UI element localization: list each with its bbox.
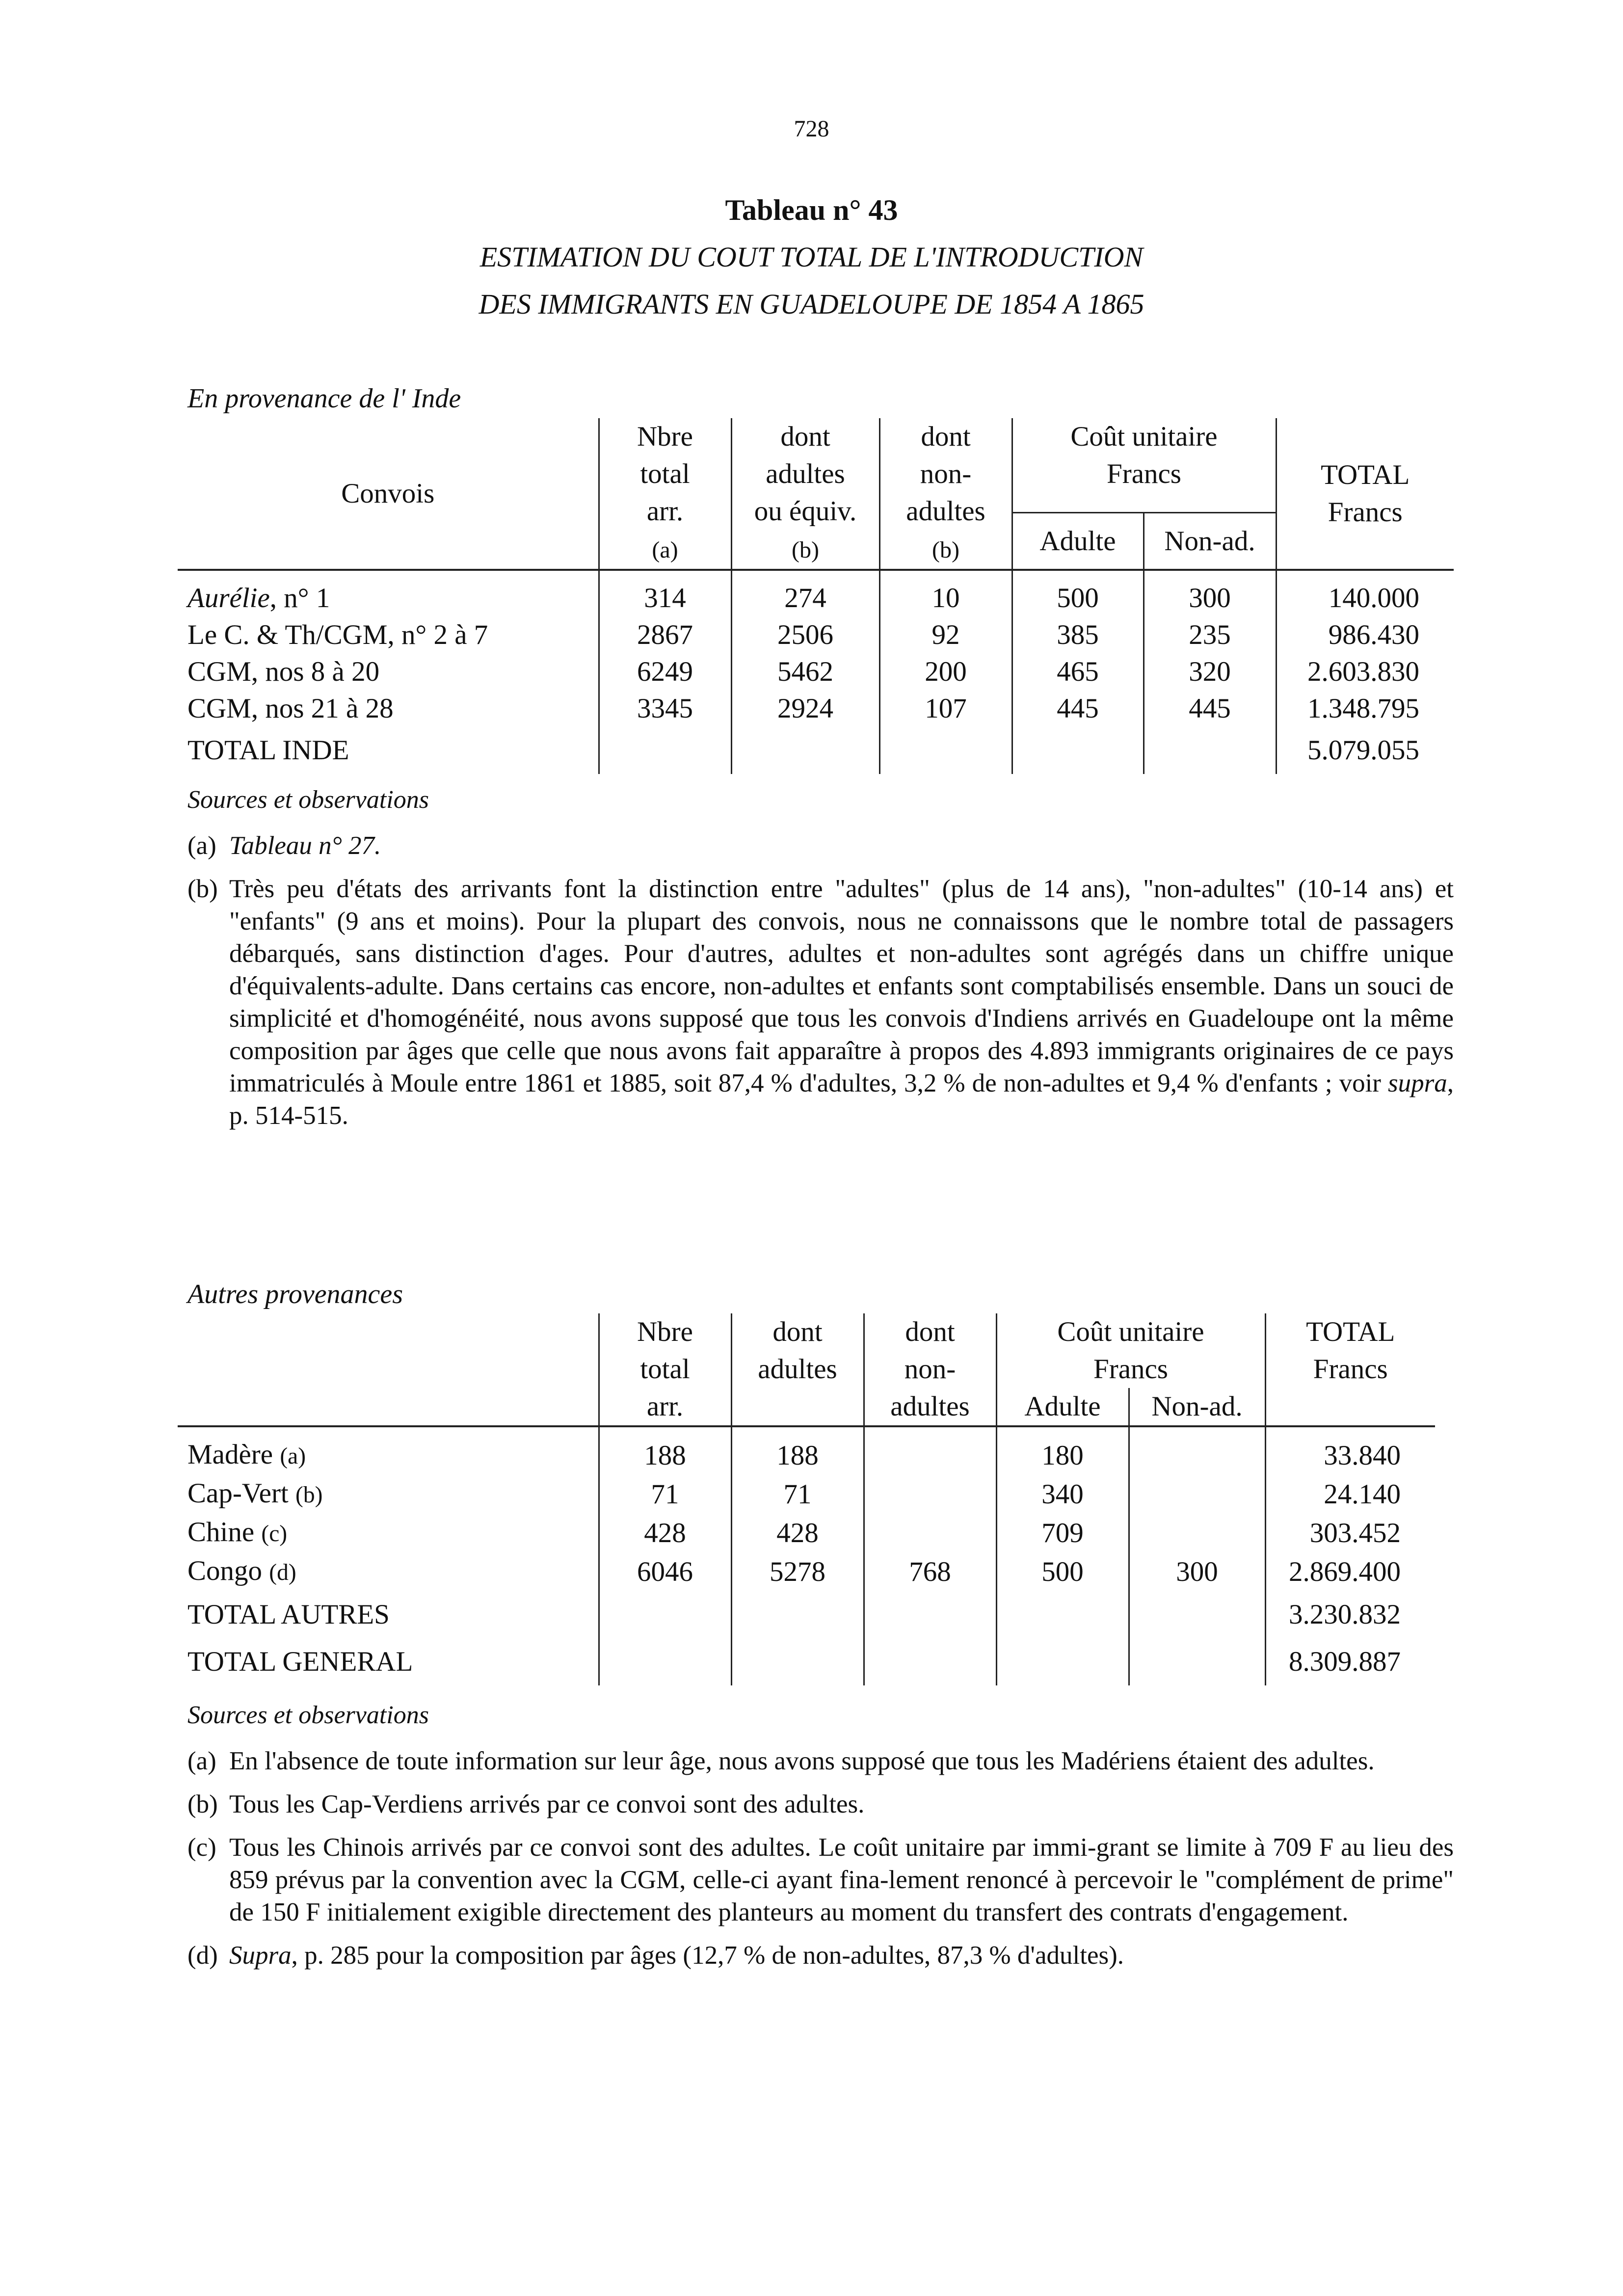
note-text-supra: supra bbox=[1387, 1069, 1447, 1097]
total-inde-value: 5.079.055 bbox=[1276, 727, 1454, 774]
cell-cout-non-ad bbox=[1129, 1475, 1265, 1514]
header-adultes-l1: dont bbox=[780, 421, 830, 452]
cell-nbre: 2867 bbox=[599, 616, 731, 653]
note-mark: (d) bbox=[187, 1941, 218, 1970]
title-block bbox=[0, 187, 1623, 328]
header-non-ad: Non-ad. bbox=[1144, 513, 1276, 570]
table-row bbox=[178, 1475, 1435, 1514]
page-number: 728 bbox=[794, 116, 829, 142]
notes-inde bbox=[187, 829, 1454, 1143]
row-name-mark: (c) bbox=[261, 1521, 288, 1547]
header-total-l1: TOTAL bbox=[1306, 1316, 1395, 1347]
cell-non-adultes: 200 bbox=[879, 653, 1012, 690]
header-adultes-l3: ou équiv. bbox=[754, 496, 857, 527]
total-autres-value: 3.230.832 bbox=[1265, 1591, 1435, 1638]
header-adultes bbox=[731, 418, 879, 570]
note-mark: (a) bbox=[187, 831, 216, 860]
cell-non-adultes bbox=[864, 1475, 996, 1514]
header-nbre-l4: (a) bbox=[652, 537, 678, 563]
header-total bbox=[1265, 1313, 1435, 1426]
note-text-end: , p. 514-515. bbox=[229, 1069, 1454, 1130]
header-cout bbox=[996, 1313, 1265, 1388]
cell-adultes: 5278 bbox=[731, 1552, 864, 1591]
note-text: Très peu d'états des arrivants font la distinction entre "adultes" (plus de 14 ans), "non-adultes" (10-14 ans) et "enfants" (9 ans et moins). Pour la plupart des convois, nous ne connaissons que le nombre total de passagers débarqués, sans distinction d'ages. Pour d'autres, adultes et non-adultes sont agrégés dans un chiffre unique d'équivalents-adulte. Dans certains cas encore, non-adultes et enfants sont comptabilisés ensemble. Dans un souci de simplicité et d'homogénéité, nous avons supposé que tous les convois d'Indiens arrivés en Guadeloupe ont la même composition par âges que celle que nous avons fait apparaître à propos des 4.893 immigrants originaires de ce pays immatriculés à Moule entre 1861 et 1885, soit 87,4 % d'adultes, 3,2 % de non-adultes et 9,4 % d'enfants ; voir bbox=[229, 875, 1454, 1097]
cell-cout-adulte: 500 bbox=[996, 1552, 1129, 1591]
note-text: Tous les Cap-Verdiens arrivés par ce convoi sont des adultes. bbox=[229, 1790, 865, 1818]
header-nbre bbox=[599, 418, 731, 570]
cell-adultes: 188 bbox=[731, 1426, 864, 1475]
header-nbre-l2: total bbox=[640, 458, 690, 489]
row-name-text: Chine bbox=[187, 1517, 255, 1548]
row-convoi-name-ital: Aurélie bbox=[187, 583, 270, 614]
section-label-inde: En provenance de l' Inde bbox=[187, 383, 461, 414]
cell-adultes: 5462 bbox=[731, 653, 879, 690]
cell-total: 986.430 bbox=[1276, 616, 1454, 653]
header-adultes-l4: (b) bbox=[792, 537, 819, 563]
cell-total: 33.840 bbox=[1265, 1426, 1435, 1475]
table-row bbox=[178, 1426, 1435, 1475]
cell-adultes: 71 bbox=[731, 1475, 864, 1514]
row-provenance-name bbox=[178, 1426, 599, 1475]
note-text: En l'absence de toute information sur leur âge, nous avons supposé que tous les Madériens étaient des adultes. bbox=[229, 1747, 1375, 1775]
cell-total: 140.000 bbox=[1276, 570, 1454, 616]
cell-cout-non-ad: 300 bbox=[1144, 570, 1276, 616]
sources-label-inde: Sources et observations bbox=[187, 786, 429, 814]
header-non-ad: Non-ad. bbox=[1129, 1388, 1265, 1426]
header-non-adultes-l2: non- bbox=[920, 458, 972, 489]
cell-cout-non-ad: 300 bbox=[1129, 1552, 1265, 1591]
header-total bbox=[1276, 418, 1454, 570]
note-c bbox=[187, 1831, 1454, 1928]
row-name-mark: (a) bbox=[280, 1443, 306, 1469]
header-non-adultes-l1: dont bbox=[921, 421, 971, 452]
row-convoi-name-rest: , n° 1 bbox=[269, 583, 330, 614]
cell-nbre: 71 bbox=[599, 1475, 731, 1514]
note-mark: (c) bbox=[187, 1833, 216, 1862]
row-provenance-name bbox=[178, 1514, 599, 1552]
row-name-text: Congo bbox=[187, 1555, 263, 1586]
row-provenance-name bbox=[178, 1475, 599, 1514]
section-label-autres: Autres provenances bbox=[187, 1279, 403, 1309]
total-row-inde bbox=[178, 727, 1454, 774]
cell-cout-adulte: 445 bbox=[1012, 690, 1144, 727]
header-row bbox=[178, 418, 1454, 513]
cell-adultes: 2506 bbox=[731, 616, 879, 653]
row-convoi-name bbox=[178, 570, 599, 616]
header-non-adultes-l2: non- bbox=[904, 1354, 956, 1385]
header-nbre bbox=[599, 1313, 731, 1426]
cell-adultes: 2924 bbox=[731, 690, 879, 727]
table-row bbox=[178, 570, 1454, 616]
header-adulte: Adulte bbox=[996, 1388, 1129, 1426]
table-subtitle-line1: ESTIMATION DU COUT TOTAL DE L'INTRODUCTION bbox=[479, 241, 1144, 273]
note-a bbox=[187, 829, 1454, 862]
header-cout-l1: Coût unitaire bbox=[1057, 1316, 1204, 1347]
cell-nbre: 314 bbox=[599, 570, 731, 616]
cell-cout-non-ad: 235 bbox=[1144, 616, 1276, 653]
header-nbre-l1: Nbre bbox=[637, 1316, 693, 1347]
total-autres-label: TOTAL AUTRES bbox=[187, 1599, 390, 1630]
header-convois: Convois bbox=[178, 418, 599, 570]
header-nbre-l3: arr. bbox=[646, 1391, 684, 1422]
row-name-mark: (b) bbox=[295, 1482, 323, 1508]
cell-cout-adulte: 180 bbox=[996, 1426, 1129, 1475]
table-row bbox=[178, 1552, 1435, 1591]
row-convoi-name: CGM, nos 8 à 20 bbox=[187, 656, 380, 687]
cell-non-adultes bbox=[864, 1426, 996, 1475]
note-text: Tableau n° 27. bbox=[229, 831, 381, 860]
cell-nbre: 6249 bbox=[599, 653, 731, 690]
header-cout-l2: Francs bbox=[1107, 458, 1181, 489]
cell-nbre: 3345 bbox=[599, 690, 731, 727]
cell-cout-non-ad bbox=[1129, 1426, 1265, 1475]
header-adultes-l2: adultes bbox=[758, 1354, 837, 1385]
row-convoi-name: CGM, nos 21 à 28 bbox=[187, 693, 394, 724]
cell-cout-adulte: 465 bbox=[1012, 653, 1144, 690]
header-non-adultes-l3: adultes bbox=[906, 496, 985, 527]
header-total-l2: Francs bbox=[1313, 1354, 1388, 1385]
total-general-value: 8.309.887 bbox=[1265, 1638, 1435, 1685]
table-row bbox=[178, 690, 1454, 727]
header-non-adultes bbox=[864, 1313, 996, 1426]
header-nbre-l3: arr. bbox=[646, 496, 684, 527]
header-cout bbox=[1012, 418, 1276, 513]
row-convoi-name: Le C. & Th/CGM, n° 2 à 7 bbox=[187, 619, 488, 650]
note-text-supra: Supra bbox=[229, 1941, 292, 1970]
header-cout-l1: Coût unitaire bbox=[1070, 421, 1218, 452]
cell-total: 1.348.795 bbox=[1276, 690, 1454, 727]
table-autres bbox=[178, 1313, 1435, 1685]
header-adultes bbox=[731, 1313, 864, 1426]
notes-autres bbox=[187, 1745, 1454, 1982]
header-adulte: Adulte bbox=[1012, 513, 1144, 570]
header-total-l2: Francs bbox=[1328, 496, 1403, 528]
cell-non-adultes: 107 bbox=[879, 690, 1012, 727]
cell-non-adultes bbox=[864, 1514, 996, 1552]
note-mark: (b) bbox=[187, 875, 218, 903]
note-text: Tous les Chinois arrivés par ce convoi sont des adultes. Le coût unitaire par immi-grant se limite à 709 F au lieu des 859 prévus par la convention avec la CGM, celle-ci ayant fina-lement renoncé à percevoir le "complément de prime" de 150 F initialement exigible directement des planteurs au moment du transfert des contrats d'engagement. bbox=[229, 1833, 1454, 1926]
note-d bbox=[187, 1939, 1454, 1972]
sources-label-autres: Sources et observations bbox=[187, 1701, 429, 1729]
total-general-label: TOTAL GENERAL bbox=[187, 1646, 413, 1677]
row-provenance-name bbox=[178, 1552, 599, 1591]
cell-cout-adulte: 709 bbox=[996, 1514, 1129, 1552]
table-row bbox=[178, 1514, 1435, 1552]
header-adultes-l1: dont bbox=[772, 1316, 823, 1347]
header-nbre-l2: total bbox=[640, 1354, 690, 1385]
total-row-general bbox=[178, 1638, 1435, 1685]
note-a bbox=[187, 1745, 1454, 1777]
cell-total: 2.869.400 bbox=[1265, 1552, 1435, 1591]
cell-total: 24.140 bbox=[1265, 1475, 1435, 1514]
note-b bbox=[187, 1788, 1454, 1820]
cell-nbre: 428 bbox=[599, 1514, 731, 1552]
table-title: Tableau n° 43 bbox=[725, 194, 898, 226]
table-subtitle-line2: DES IMMIGRANTS EN GUADELOUPE DE 1854 A 1865 bbox=[479, 288, 1144, 320]
cell-nbre: 6046 bbox=[599, 1552, 731, 1591]
header-non-adultes-l4: (b) bbox=[932, 537, 959, 563]
cell-total: 2.603.830 bbox=[1276, 653, 1454, 690]
cell-adultes: 428 bbox=[731, 1514, 864, 1552]
table-row bbox=[178, 653, 1454, 690]
header-non-adultes bbox=[879, 418, 1012, 570]
cell-cout-adulte: 340 bbox=[996, 1475, 1129, 1514]
header-non-adultes-l3: adultes bbox=[890, 1391, 970, 1422]
cell-total: 303.452 bbox=[1265, 1514, 1435, 1552]
row-name-text: Madère bbox=[187, 1439, 273, 1470]
cell-cout-non-ad: 445 bbox=[1144, 690, 1276, 727]
header-nbre-l1: Nbre bbox=[637, 421, 693, 452]
header-non-adultes-l1: dont bbox=[905, 1316, 955, 1347]
total-inde-label: TOTAL INDE bbox=[187, 735, 349, 766]
cell-non-adultes: 92 bbox=[879, 616, 1012, 653]
cell-nbre: 188 bbox=[599, 1426, 731, 1475]
cell-adultes: 274 bbox=[731, 570, 879, 616]
row-name-mark: (d) bbox=[269, 1560, 296, 1585]
note-text: , p. 285 pour la composition par âges (12,7 % de non-adultes, 87,3 % d'adultes). bbox=[291, 1941, 1124, 1970]
row-name-text: Cap-Vert bbox=[187, 1478, 289, 1509]
note-mark: (b) bbox=[187, 1790, 218, 1818]
note-b bbox=[187, 873, 1454, 1132]
note-mark: (a) bbox=[187, 1747, 216, 1775]
cell-non-adultes: 10 bbox=[879, 570, 1012, 616]
cell-cout-adulte: 500 bbox=[1012, 570, 1144, 616]
cell-non-adultes: 768 bbox=[864, 1552, 996, 1591]
cell-cout-non-ad: 320 bbox=[1144, 653, 1276, 690]
cell-cout-adulte: 385 bbox=[1012, 616, 1144, 653]
header-cout-l2: Francs bbox=[1093, 1354, 1168, 1385]
header-adultes-l2: adultes bbox=[766, 458, 845, 489]
cell-cout-non-ad bbox=[1129, 1514, 1265, 1552]
table-row bbox=[178, 616, 1454, 653]
table-inde bbox=[178, 418, 1454, 774]
total-row-autres bbox=[178, 1591, 1435, 1638]
header-total-l1: TOTAL bbox=[1321, 459, 1410, 490]
header-row bbox=[178, 1313, 1435, 1388]
